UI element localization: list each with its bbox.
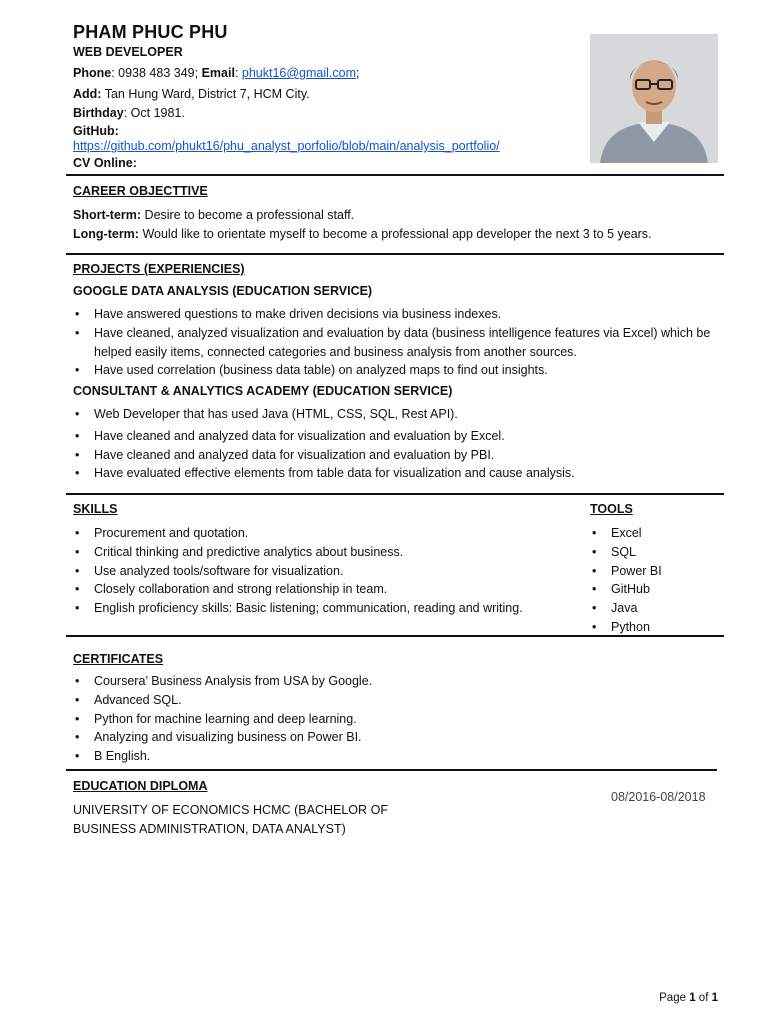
education-school-line-1: UNIVERSITY OF ECONOMICS HCMC (BACHELOR OF	[73, 803, 388, 817]
github-link[interactable]: https://github.com/phukt16/phu_analyst_porfolio/blob/main/analysis_portfolio/	[73, 139, 500, 153]
certificates-list	[73, 672, 673, 766]
list-item: • B English.	[73, 747, 673, 766]
address-label: Add:	[73, 87, 102, 101]
list-item: • Have evaluated effective elements from table data for visualization and cause analysis.	[73, 464, 723, 483]
long-term-text: Would like to orientate myself to become a professional app developer the next 3 to 5 years.	[138, 227, 652, 241]
list-item: • SQL	[590, 543, 720, 562]
list-item: • English proficiency skills: Basic listening; communication, reading and writing.	[73, 599, 573, 618]
short-term-text: Desire to become a professional staff.	[141, 208, 355, 222]
section-divider	[66, 493, 724, 495]
education-heading: EDUCATION DIPLOMA	[73, 779, 208, 793]
certificates-heading: CERTIFICATES	[73, 652, 164, 666]
list-item: • Procurement and quotation.	[73, 524, 573, 543]
project-1-list	[73, 305, 723, 380]
github-label: GitHub:	[73, 124, 119, 138]
list-item: • Have cleaned and analyzed data for visualization and evaluation by PBI.	[73, 446, 723, 465]
list-item: • Have cleaned, analyzed visualization and evaluation by data (business intelligence features via Excel) which be helped easily items, connected categories and business analysis from another sources.	[73, 324, 723, 362]
list-item: • Closely collaboration and strong relationship in team.	[73, 580, 573, 599]
project-1-title: GOOGLE DATA ANALYSIS (EDUCATION SERVICE)	[73, 284, 373, 298]
birthday-value: : Oct 1981.	[123, 106, 185, 120]
list-item: • Analyzing and visualizing business on Power BI.	[73, 728, 673, 747]
birthday-line	[73, 106, 185, 120]
long-term-label: Long-term:	[73, 227, 139, 241]
phone-label: Phone	[73, 66, 112, 80]
phone-value: : 0938 483 349;	[111, 66, 199, 80]
career-heading: CAREER OBJECTTIVE	[73, 184, 208, 198]
list-item: • Web Developer that has used Java (HTML, CSS, SQL, Rest API).	[73, 405, 723, 424]
page-total: 1	[711, 992, 718, 1004]
list-item: • Python	[590, 618, 720, 637]
list-item: • Coursera’ Business Analysis from USA by Google.	[73, 672, 673, 691]
section-divider	[66, 253, 724, 255]
projects-heading: PROJECTS (EXPERIENCIES)	[73, 262, 245, 276]
list-item: • Use analyzed tools/software for visualization.	[73, 562, 573, 581]
tools-list	[590, 524, 720, 637]
email-label: Email	[201, 66, 235, 80]
section-divider	[66, 769, 717, 771]
list-item: • Have cleaned and analyzed data for visualization and evaluation by Excel.	[73, 427, 723, 446]
short-term-label: Short-term:	[73, 208, 142, 222]
candidate-name: PHAM PHUC PHU	[73, 22, 228, 42]
address-value: Tan Hung Ward, District 7, HCM City.	[101, 87, 310, 101]
birthday-label: Birthday	[73, 106, 124, 120]
skills-heading: SKILLS	[73, 502, 118, 516]
project-2-list	[73, 405, 723, 483]
list-item: • Excel	[590, 524, 720, 543]
list-item: • Critical thinking and predictive analytics about business.	[73, 543, 573, 562]
list-item: • Advanced SQL.	[73, 691, 673, 710]
skills-list	[73, 524, 573, 618]
section-divider	[66, 174, 724, 176]
list-item: • Have answered questions to make driven decisions via business indexes.	[73, 305, 723, 324]
page-current: 1	[689, 992, 696, 1004]
long-term-line	[73, 227, 652, 241]
page-of-word: of	[698, 992, 709, 1004]
contact-line: Phone: 0938 483 349; Email: phukt16@gmail.com;	[73, 66, 360, 80]
email-link[interactable]: phukt16@gmail.com	[241, 66, 357, 80]
page-word: Page	[659, 992, 686, 1004]
page-number	[659, 992, 718, 1004]
list-item: • Python for machine learning and deep learning.	[73, 710, 673, 729]
job-title: WEB DEVELOPER	[73, 45, 183, 59]
list-item: • GitHub	[590, 580, 720, 599]
address-line	[73, 87, 310, 101]
list-item: • Power BI	[590, 562, 720, 581]
profile-photo-image	[590, 34, 718, 163]
short-term-line	[73, 208, 354, 222]
profile-photo	[590, 34, 718, 163]
education-dates: 08/2016-08/2018	[611, 790, 706, 804]
education-school-line-2: BUSINESS ADMINISTRATION, DATA ANALYST)	[73, 822, 346, 836]
project-2-title: CONSULTANT & ANALYTICS ACADEMY (EDUCATION SERVICE)	[73, 384, 453, 398]
tools-heading: TOOLS	[590, 502, 633, 516]
section-divider	[66, 635, 724, 637]
list-item: • Java	[590, 599, 720, 618]
list-item: • Have used correlation (business data table) on analyzed maps to find out insights.	[73, 361, 723, 380]
email-suffix: ;	[356, 66, 360, 80]
cv-online-label: CV Online:	[73, 156, 137, 170]
